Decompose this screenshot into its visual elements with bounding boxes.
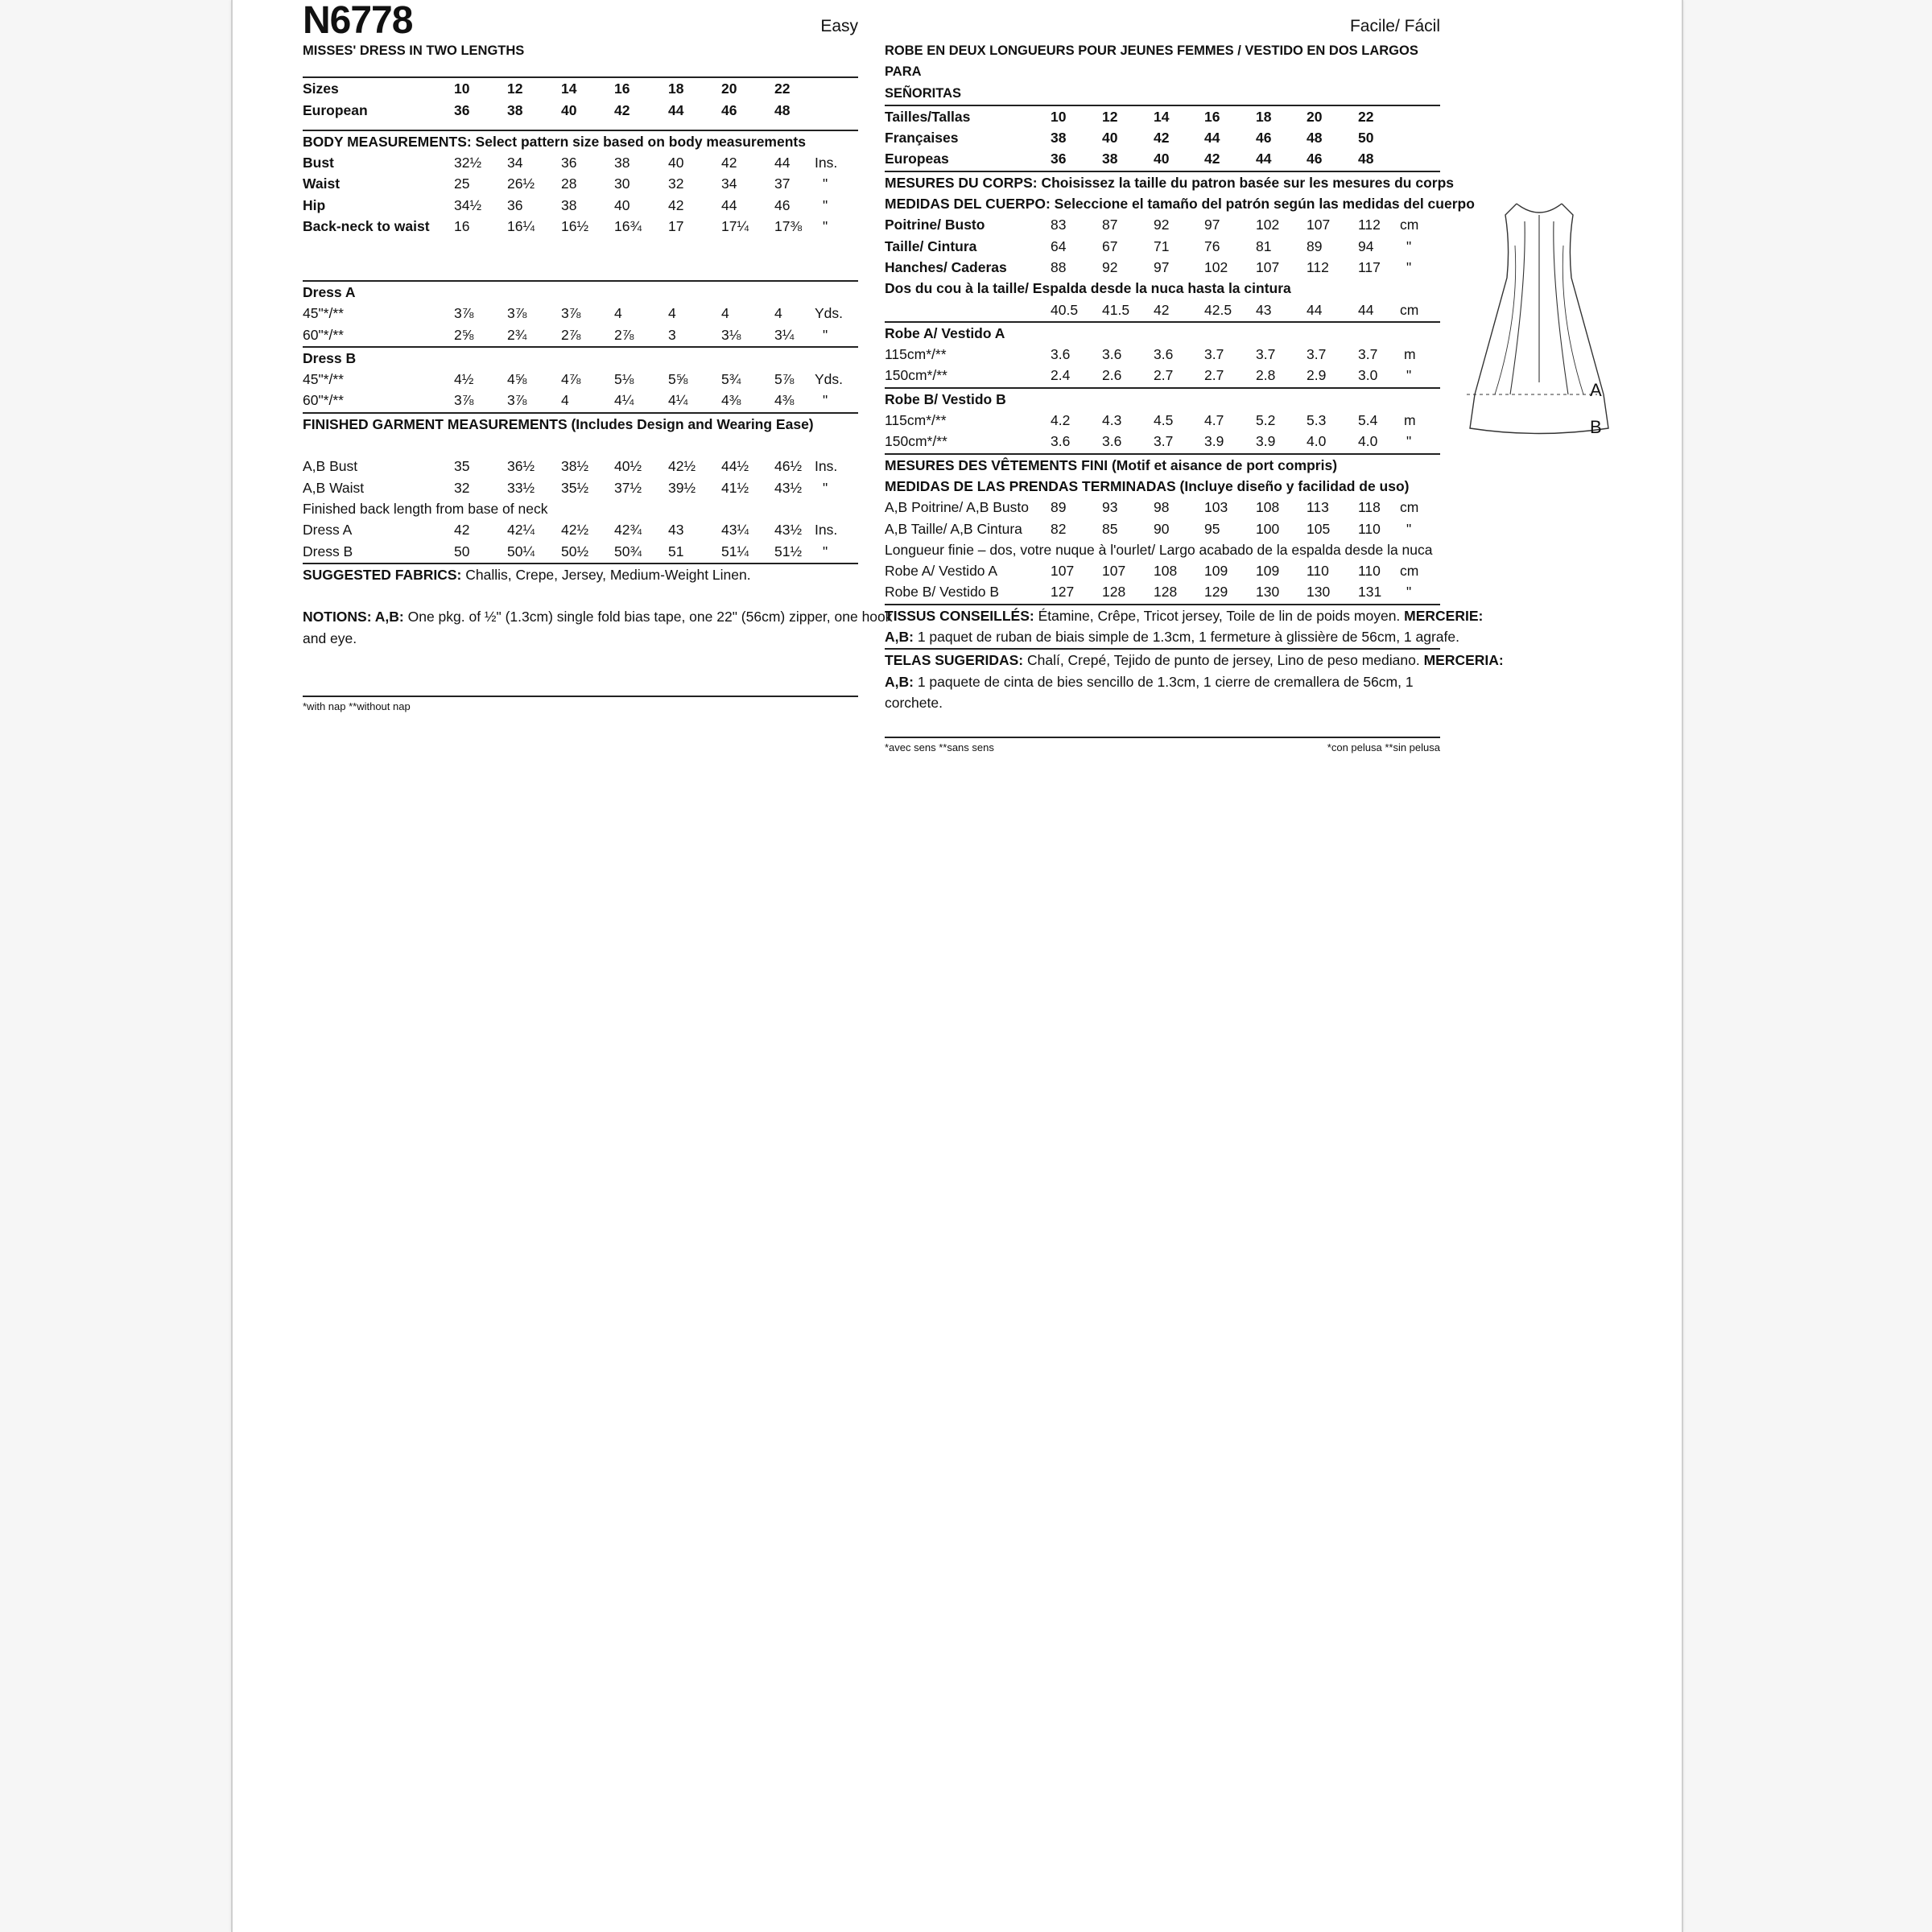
francaises-row: Françaises 38 40 42 44 46 48 50 bbox=[885, 130, 1374, 147]
finished-measurements-header: FINISHED GARMENT MEASUREMENTS (Includes Design and Wearing Ease) bbox=[303, 415, 814, 432]
finished-taille-row: A,B Taille/ A,B Cintura 82 85 90 95 100 105 110 " bbox=[885, 520, 1412, 537]
suggested-fabrics: SUGGESTED FABRICS: Challis, Crepe, Jersey, Medium-Weight Linen. bbox=[303, 566, 751, 583]
taille-row: Taille/ Cintura 64 67 71 76 81 89 94 " bbox=[885, 237, 1412, 254]
sizes-row: Sizes 10 12 14 16 18 20 22 bbox=[303, 80, 791, 97]
back-length-label-fr: Longueur finie – dos, votre nuque à l'ourlet/ Largo acabado de la espalda desde la nuca bbox=[885, 541, 1433, 558]
dress-b-60-row: 60"*/** 3⅞ 3⅞ 4 4¼ 4¼ 4⅜ 4⅜ " bbox=[303, 392, 828, 409]
robe-b-150-row: 150cm*/** 3.6 3.6 3.7 3.9 3.9 4.0 4.0 " bbox=[885, 433, 1412, 450]
dress-b-45-row: 45"*/** 4½ 4⅝ 4⅞ 5⅛ 5⅝ 5¾ 5⅞ Yds. bbox=[303, 371, 844, 388]
body-measurements-header-fr: MESURES DU CORPS: Choisissez la taille du patron basée sur les mesures du corps bbox=[885, 174, 1455, 191]
french-header bbox=[885, 0, 1440, 40]
view-a-label: A bbox=[1590, 380, 1602, 400]
difficulty-level: Easy bbox=[820, 17, 858, 35]
dress-back-view-illustration bbox=[1459, 197, 1620, 447]
robe-a-label: Robe A/ Vestido A bbox=[885, 324, 1005, 341]
notions: NOTIONS: A,B: One pkg. of ½" (1.3cm) single fold bias tape, one 22" (56cm) zipper, one hook bbox=[303, 609, 893, 625]
hip-row: Hip 34½ 36 38 40 42 44 46 " bbox=[303, 196, 828, 213]
dress-a-label: Dress A bbox=[303, 283, 356, 300]
notions-continued: and eye. bbox=[303, 630, 357, 646]
merceria-continued: corchete. bbox=[885, 694, 943, 711]
footnote-fr: *avec sens **sans sens *con pelusa **sin pelusa bbox=[885, 741, 1440, 754]
back-length-label: Finished back length from base of neck bbox=[303, 500, 548, 517]
back-neck-label-fr: Dos du cou à la taille/ Espalda desde la nuca hasta la cintura bbox=[885, 280, 1291, 297]
telas-sugeridas: TELAS SUGERIDAS: Chalí, Crepé, Tejido de punto de jersey, Lino de peso mediano. MERCERIA: bbox=[885, 652, 1504, 669]
dress-a-45-row: 45"*/** 3⅞ 3⅞ 3⅞ 4 4 4 4 Yds. bbox=[303, 305, 844, 322]
back-length-robe-b-row: Robe B/ Vestido B 127 128 128 129 130 130 131 " bbox=[885, 584, 1412, 601]
finished-waist-row: A,B Waist 32 33½ 35½ 37½ 39½ 41½ 43½ " bbox=[303, 479, 828, 496]
back-length-a-row: Dress A 42 42¼ 42½ 42¾ 43 43¼ 43½ Ins. bbox=[303, 522, 838, 539]
robe-a-115-row: 115cm*/** 3.6 3.6 3.6 3.7 3.7 3.7 3.7 m bbox=[885, 346, 1416, 363]
back-neck-row-fr: 40.5 41.5 42 42.5 43 44 44 cm bbox=[1051, 301, 1419, 318]
pattern-code: N6778 bbox=[303, 0, 413, 42]
pattern-title-fr: ROBE EN DEUX LONGUEURS POUR JEUNES FEMMES / VESTIDO EN DOS LARGOS PARA bbox=[885, 43, 1418, 80]
body-measurements-header-es: MEDIDAS DEL CUERPO: Seleccione el tamaño del patrón según las medidas del cuerpo bbox=[885, 196, 1475, 213]
tailles-row: Tailles/Tallas 10 12 14 16 18 20 22 bbox=[885, 108, 1374, 125]
finished-poitrine-row: A,B Poitrine/ A,B Busto 89 93 98 103 108 113 118 cm bbox=[885, 499, 1419, 516]
finished-bust-row: A,B Bust 35 36½ 38½ 40½ 42½ 44½ 46½ Ins. bbox=[303, 458, 838, 475]
hanches-row: Hanches/ Caderas 88 92 97 102 107 112 117 " bbox=[885, 258, 1412, 275]
european-sizes-row: European 36 38 40 42 44 46 48 bbox=[303, 101, 791, 118]
english-column bbox=[303, 0, 893, 716]
footnote: *with nap **without nap bbox=[303, 700, 411, 713]
french-spanish-column bbox=[885, 0, 1504, 758]
back-length-robe-a-row: Robe A/ Vestido A 107 107 108 109 109 110 110 cm bbox=[885, 563, 1419, 580]
europeas-row: Europeas 36 38 40 42 44 46 48 bbox=[885, 151, 1374, 167]
pattern-title-fr-continued: SEÑORITAS bbox=[885, 85, 962, 101]
dress-line-drawing bbox=[1459, 197, 1620, 447]
merceria: A,B: 1 paquete de cinta de bies sencillo de 1.3cm, 1 cierre de cremallera de 56cm, 1 bbox=[885, 673, 1414, 690]
mercerie: A,B: 1 paquet de ruban de biais simple de 1.3cm, 1 fermeture à glissière de 56cm, 1 agrafe. bbox=[885, 629, 1459, 646]
robe-b-115-row: 115cm*/** 4.2 4.3 4.5 4.7 5.2 5.3 5.4 m bbox=[885, 412, 1416, 429]
poitrine-row: Poitrine/ Busto 83 87 92 97 102 107 112 cm bbox=[885, 217, 1419, 233]
dress-b-label: Dress B bbox=[303, 349, 357, 366]
body-measurements-header: BODY MEASUREMENTS: Select pattern size based on body measurements bbox=[303, 133, 806, 150]
back-length-b-row: Dress B 50 50¼ 50½ 50¾ 51 51¼ 51½ " bbox=[303, 543, 828, 559]
pattern-title: MISSES' DRESS IN TWO LENGTHS bbox=[303, 43, 525, 58]
view-b-label: B bbox=[1590, 417, 1602, 437]
robe-a-150-row: 150cm*/** 2.4 2.6 2.7 2.7 2.8 2.9 3.0 " bbox=[885, 367, 1412, 384]
english-header bbox=[303, 0, 858, 40]
back-neck-row: Back-neck to waist 16 16¼ 16½ 16¾ 17 17¼ 17⅜ " bbox=[303, 218, 828, 235]
finished-header-fr: MESURES DES VÊTEMENTS FINI (Motif et aisance de port compris) bbox=[885, 456, 1338, 473]
tissus-conseilles: TISSUS CONSEILLÉS: Étamine, Crêpe, Tricot jersey, Toile de lin de poids moyen. MERCERIE: bbox=[885, 607, 1484, 624]
difficulty-level-fr: Facile/ Fácil bbox=[1349, 17, 1440, 35]
finished-header-es: MEDIDAS DE LAS PRENDAS TERMINADAS (Incluye diseño y facilidad de uso) bbox=[885, 477, 1410, 494]
body-measurements-table bbox=[303, 152, 858, 237]
waist-row: Waist 25 26½ 28 30 32 34 37 " bbox=[303, 175, 828, 192]
robe-b-label: Robe B/ Vestido B bbox=[885, 390, 1006, 407]
dress-a-60-row: 60"*/** 2⅝ 2¾ 2⅞ 2⅞ 3 3⅛ 3¼ " bbox=[303, 326, 828, 343]
bust-row: Bust 32½ 34 36 38 40 42 44 Ins. bbox=[303, 155, 838, 171]
